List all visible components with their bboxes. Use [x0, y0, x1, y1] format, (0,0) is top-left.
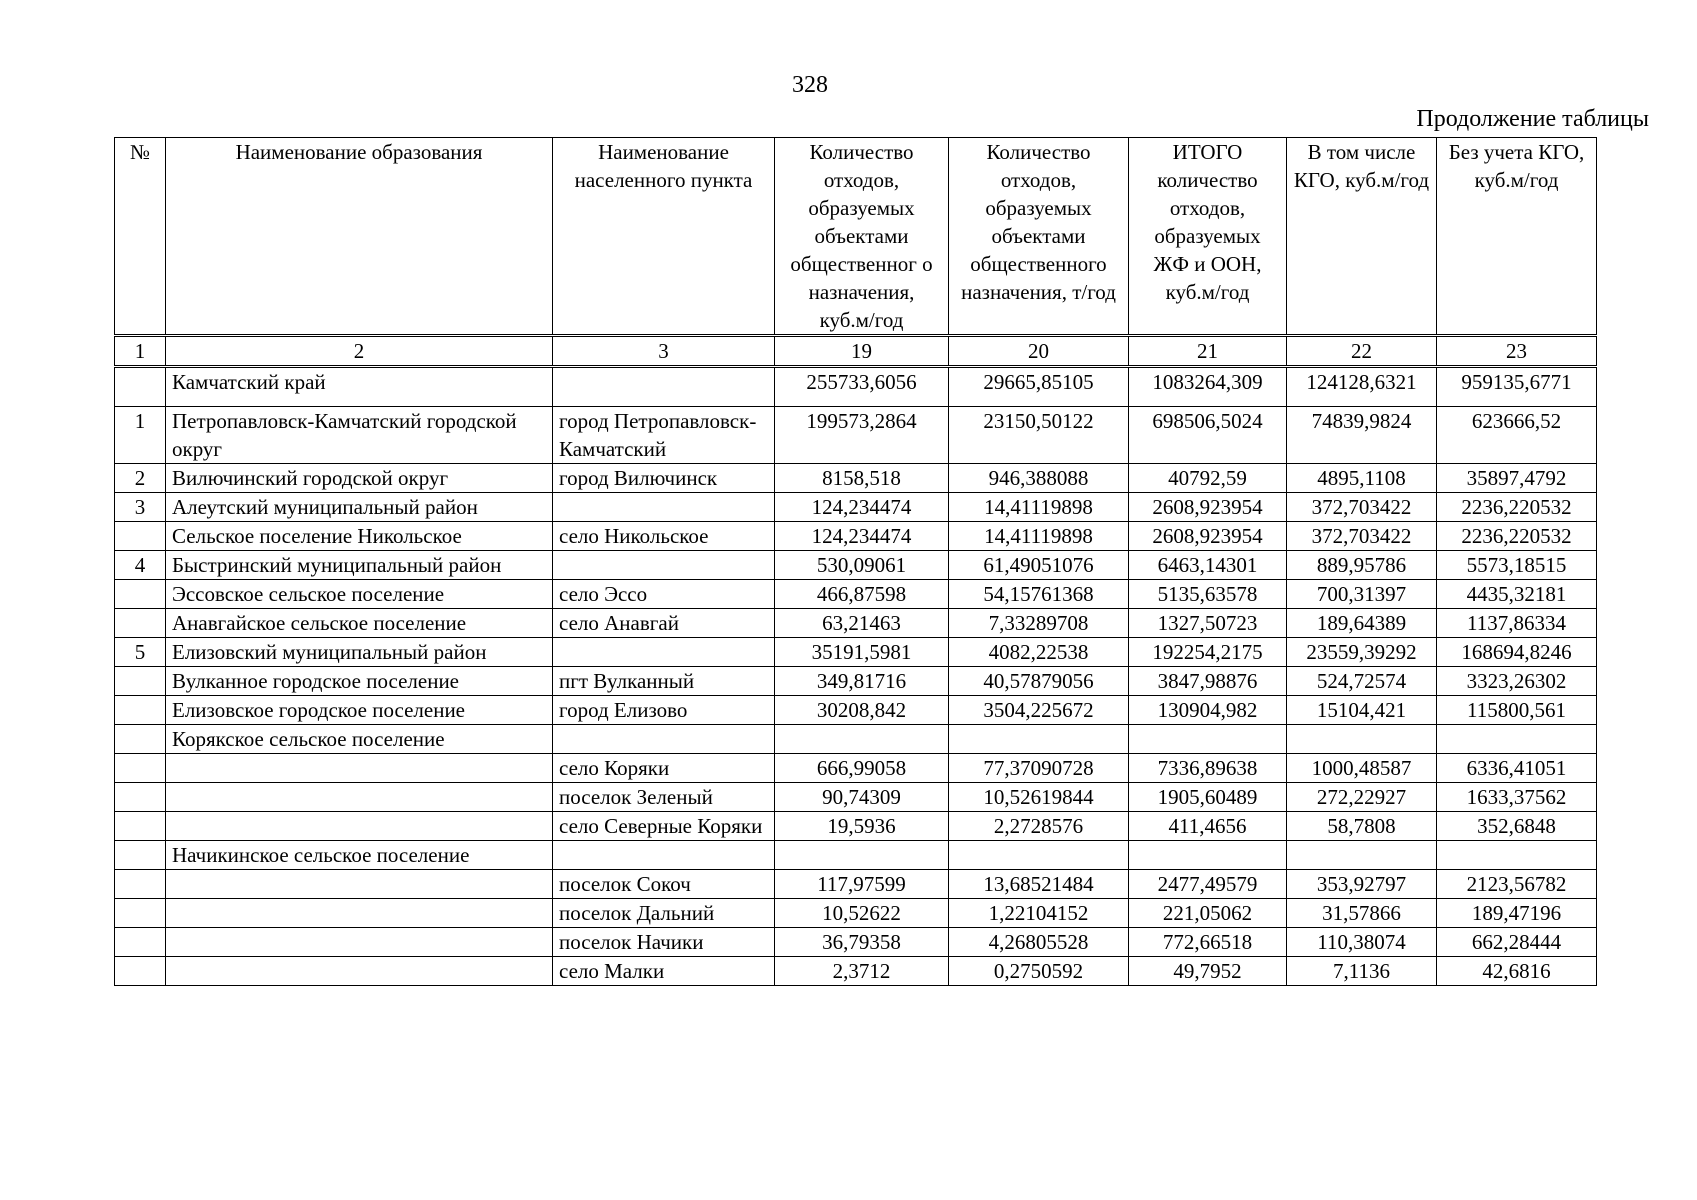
settlement-cell: [553, 841, 775, 870]
entity-name-cell: [166, 812, 553, 841]
bulky-waste-cell: 23559,39292: [1287, 638, 1437, 667]
row-number-cell: [115, 841, 166, 870]
total-waste-cell: 411,4656: [1129, 812, 1287, 841]
table-total-row: [115, 367, 1597, 407]
public-waste-volume-cell: 90,74309: [775, 783, 949, 812]
total-waste-cell: 49,7952: [1129, 957, 1287, 986]
entity-name-cell: Начикинское сельское поселение: [166, 841, 553, 870]
without-bulky-cell: [1437, 725, 1597, 754]
without-bulky-cell: 115800,561: [1437, 696, 1597, 725]
table-row: [115, 522, 1597, 551]
row-number-cell: 3: [115, 493, 166, 522]
table-row: [115, 928, 1597, 957]
public-waste-volume-cell: [775, 841, 949, 870]
without-bulky-cell: 1633,37562: [1437, 783, 1597, 812]
without-bulky-cell: 352,6848: [1437, 812, 1597, 841]
entity-name-cell: [166, 754, 553, 783]
settlement-cell: город Елизово: [553, 696, 775, 725]
row-number-cell: [115, 725, 166, 754]
settlement-cell: город Петропавловск-Камчатский: [553, 407, 775, 464]
public-waste-mass-cell: 61,49051076: [949, 551, 1129, 580]
entity-name-cell: [166, 928, 553, 957]
entity-name-cell: Анавгайское сельское поселение: [166, 609, 553, 638]
row-number-cell: [115, 899, 166, 928]
settlement-cell: [553, 367, 775, 407]
header-settlement: Наименование населенного пункта: [553, 138, 775, 336]
without-bulky-cell: 1137,86334: [1437, 609, 1597, 638]
bulky-waste-cell: 7,1136: [1287, 957, 1437, 986]
without-bulky-cell: 2236,220532: [1437, 493, 1597, 522]
entity-name-cell: Камчатский край: [166, 367, 553, 407]
entity-name-cell: Алеутский муниципальный район: [166, 493, 553, 522]
entity-name-cell: Вулканное городское поселение: [166, 667, 553, 696]
bulky-waste-cell: 700,31397: [1287, 580, 1437, 609]
table-row: [115, 696, 1597, 725]
header-c23: Без учета КГО, куб.м/год: [1437, 138, 1597, 336]
colnum-cell: 21: [1129, 336, 1287, 367]
bulky-waste-cell: 372,703422: [1287, 493, 1437, 522]
public-waste-volume-cell: 199573,2864: [775, 407, 949, 464]
bulky-waste-cell: [1287, 725, 1437, 754]
public-waste-volume-cell: 36,79358: [775, 928, 949, 957]
bulky-waste-cell: 15104,421: [1287, 696, 1437, 725]
total-waste-cell: 5135,63578: [1129, 580, 1287, 609]
total-waste-cell: 130904,982: [1129, 696, 1287, 725]
entity-name-cell: Елизовский муниципальный район: [166, 638, 553, 667]
bulky-waste-cell: 889,95786: [1287, 551, 1437, 580]
public-waste-volume-cell: 124,234474: [775, 493, 949, 522]
page-number: 328: [792, 72, 828, 98]
row-number-cell: 5: [115, 638, 166, 667]
without-bulky-cell: 3323,26302: [1437, 667, 1597, 696]
row-number-cell: [115, 580, 166, 609]
settlement-cell: село Эссо: [553, 580, 775, 609]
without-bulky-cell: 959135,6771: [1437, 367, 1597, 407]
table-row: [115, 407, 1597, 464]
row-number-cell: [115, 609, 166, 638]
table-row: [115, 812, 1597, 841]
entity-name-cell: Вилючинский городской округ: [166, 464, 553, 493]
total-waste-cell: 698506,5024: [1129, 407, 1287, 464]
settlement-cell: село Анавгай: [553, 609, 775, 638]
entity-name-cell: Сельское поселение Никольское: [166, 522, 553, 551]
without-bulky-cell: 4435,32181: [1437, 580, 1597, 609]
colnum-cell: 22: [1287, 336, 1437, 367]
bulky-waste-cell: 4895,1108: [1287, 464, 1437, 493]
public-waste-volume-cell: 19,5936: [775, 812, 949, 841]
table-row: [115, 957, 1597, 986]
colnum-cell: 1: [115, 336, 166, 367]
settlement-cell: [553, 725, 775, 754]
table-row: [115, 870, 1597, 899]
waste-table: [114, 137, 1597, 986]
row-number-cell: [115, 928, 166, 957]
row-number-cell: [115, 667, 166, 696]
header-c22: В том числе КГО, куб.м/год: [1287, 138, 1437, 336]
bulky-waste-cell: 524,72574: [1287, 667, 1437, 696]
settlement-cell: поселок Зеленый: [553, 783, 775, 812]
colnum-cell: 19: [775, 336, 949, 367]
row-number-cell: [115, 870, 166, 899]
without-bulky-cell: 623666,52: [1437, 407, 1597, 464]
table-row: [115, 638, 1597, 667]
settlement-cell: село Никольское: [553, 522, 775, 551]
row-number-cell: [115, 696, 166, 725]
colnum-cell: 2: [166, 336, 553, 367]
table-row: [115, 609, 1597, 638]
settlement-cell: поселок Начики: [553, 928, 775, 957]
table-row: [115, 464, 1597, 493]
total-waste-cell: 2608,923954: [1129, 493, 1287, 522]
entity-name-cell: [166, 899, 553, 928]
public-waste-mass-cell: 40,57879056: [949, 667, 1129, 696]
row-number-cell: [115, 754, 166, 783]
public-waste-mass-cell: 1,22104152: [949, 899, 1129, 928]
row-number-cell: [115, 522, 166, 551]
entity-name-cell: [166, 957, 553, 986]
total-waste-cell: 6463,14301: [1129, 551, 1287, 580]
without-bulky-cell: 5573,18515: [1437, 551, 1597, 580]
public-waste-mass-cell: 4,26805528: [949, 928, 1129, 957]
bulky-waste-cell: 353,92797: [1287, 870, 1437, 899]
entity-name-cell: Корякское сельское поселение: [166, 725, 553, 754]
without-bulky-cell: 35897,4792: [1437, 464, 1597, 493]
without-bulky-cell: [1437, 841, 1597, 870]
public-waste-mass-cell: 10,52619844: [949, 783, 1129, 812]
total-waste-cell: [1129, 725, 1287, 754]
bulky-waste-cell: 124128,6321: [1287, 367, 1437, 407]
without-bulky-cell: 189,47196: [1437, 899, 1597, 928]
public-waste-volume-cell: 2,3712: [775, 957, 949, 986]
colnum-cell: 20: [949, 336, 1129, 367]
entity-name-cell: Эссовское сельское поселение: [166, 580, 553, 609]
settlement-cell: поселок Дальний: [553, 899, 775, 928]
table-row: [115, 667, 1597, 696]
settlement-cell: село Коряки: [553, 754, 775, 783]
public-waste-volume-cell: 63,21463: [775, 609, 949, 638]
entity-name-cell: Елизовское городское поселение: [166, 696, 553, 725]
header-name: Наименование образования: [166, 138, 553, 336]
header-c19: Количество отходов, образуемых объектами общественног о назначения, куб.м/год: [775, 138, 949, 336]
public-waste-mass-cell: 54,15761368: [949, 580, 1129, 609]
public-waste-mass-cell: 0,2750592: [949, 957, 1129, 986]
total-waste-cell: 2477,49579: [1129, 870, 1287, 899]
settlement-cell: [553, 551, 775, 580]
entity-name-cell: Петропавловск-Камчатский городской округ: [166, 407, 553, 464]
public-waste-mass-cell: 14,41119898: [949, 493, 1129, 522]
public-waste-volume-cell: 124,234474: [775, 522, 949, 551]
table-row: [115, 899, 1597, 928]
without-bulky-cell: 2123,56782: [1437, 870, 1597, 899]
settlement-cell: село Малки: [553, 957, 775, 986]
header-c20: Количество отходов, образуемых объектами общественного назначения, т/год: [949, 138, 1129, 336]
bulky-waste-cell: 74839,9824: [1287, 407, 1437, 464]
public-waste-volume-cell: 35191,5981: [775, 638, 949, 667]
total-waste-cell: 221,05062: [1129, 899, 1287, 928]
bulky-waste-cell: 110,38074: [1287, 928, 1437, 957]
total-waste-cell: 2608,923954: [1129, 522, 1287, 551]
row-number-cell: [115, 812, 166, 841]
header-c21: ИТОГО количество отходов, образуемых ЖФ и ООН, куб.м/год: [1129, 138, 1287, 336]
row-number-cell: 2: [115, 464, 166, 493]
settlement-cell: [553, 638, 775, 667]
continuation-label: Продолжение таблицы: [1416, 106, 1649, 132]
header-no: №: [115, 138, 166, 336]
table-row: [115, 754, 1597, 783]
table-row: [115, 783, 1597, 812]
without-bulky-cell: 6336,41051: [1437, 754, 1597, 783]
settlement-cell: поселок Сокоч: [553, 870, 775, 899]
row-number-cell: 1: [115, 407, 166, 464]
public-waste-mass-cell: 23150,50122: [949, 407, 1129, 464]
public-waste-volume-cell: 30208,842: [775, 696, 949, 725]
settlement-cell: село Северные Коряки: [553, 812, 775, 841]
total-waste-cell: [1129, 841, 1287, 870]
without-bulky-cell: 42,6816: [1437, 957, 1597, 986]
row-number-cell: [115, 957, 166, 986]
public-waste-mass-cell: 13,68521484: [949, 870, 1129, 899]
entity-name-cell: [166, 783, 553, 812]
colnum-cell: 3: [553, 336, 775, 367]
settlement-cell: пгт Вулканный: [553, 667, 775, 696]
bulky-waste-cell: 272,22927: [1287, 783, 1437, 812]
bulky-waste-cell: 31,57866: [1287, 899, 1437, 928]
table-row: [115, 725, 1597, 754]
public-waste-mass-cell: 7,33289708: [949, 609, 1129, 638]
column-number-row: [115, 336, 1597, 367]
total-waste-cell: 7336,89638: [1129, 754, 1287, 783]
row-number-cell: [115, 367, 166, 407]
public-waste-volume-cell: 530,09061: [775, 551, 949, 580]
settlement-cell: город Вилючинск: [553, 464, 775, 493]
public-waste-volume-cell: 466,87598: [775, 580, 949, 609]
colnum-cell: 23: [1437, 336, 1597, 367]
public-waste-mass-cell: 29665,85105: [949, 367, 1129, 407]
without-bulky-cell: 662,28444: [1437, 928, 1597, 957]
total-waste-cell: 192254,2175: [1129, 638, 1287, 667]
public-waste-mass-cell: 2,2728576: [949, 812, 1129, 841]
header-row: [115, 138, 1597, 336]
public-waste-volume-cell: 8158,518: [775, 464, 949, 493]
total-waste-cell: 3847,98876: [1129, 667, 1287, 696]
public-waste-volume-cell: 255733,6056: [775, 367, 949, 407]
without-bulky-cell: 2236,220532: [1437, 522, 1597, 551]
total-waste-cell: 40792,59: [1129, 464, 1287, 493]
bulky-waste-cell: 189,64389: [1287, 609, 1437, 638]
row-number-cell: [115, 783, 166, 812]
public-waste-mass-cell: 14,41119898: [949, 522, 1129, 551]
bulky-waste-cell: [1287, 841, 1437, 870]
bulky-waste-cell: 58,7808: [1287, 812, 1437, 841]
public-waste-mass-cell: 77,37090728: [949, 754, 1129, 783]
table-row: [115, 551, 1597, 580]
public-waste-volume-cell: 10,52622: [775, 899, 949, 928]
public-waste-volume-cell: [775, 725, 949, 754]
public-waste-mass-cell: [949, 841, 1129, 870]
public-waste-mass-cell: 4082,22538: [949, 638, 1129, 667]
table-row: [115, 841, 1597, 870]
settlement-cell: [553, 493, 775, 522]
total-waste-cell: 1905,60489: [1129, 783, 1287, 812]
public-waste-mass-cell: 3504,225672: [949, 696, 1129, 725]
row-number-cell: 4: [115, 551, 166, 580]
total-waste-cell: 772,66518: [1129, 928, 1287, 957]
table-row: [115, 493, 1597, 522]
entity-name-cell: Быстринский муниципальный район: [166, 551, 553, 580]
bulky-waste-cell: 372,703422: [1287, 522, 1437, 551]
table-row: [115, 580, 1597, 609]
public-waste-volume-cell: 117,97599: [775, 870, 949, 899]
public-waste-mass-cell: 946,388088: [949, 464, 1129, 493]
entity-name-cell: [166, 870, 553, 899]
public-waste-volume-cell: 349,81716: [775, 667, 949, 696]
without-bulky-cell: 168694,8246: [1437, 638, 1597, 667]
total-waste-cell: 1083264,309: [1129, 367, 1287, 407]
total-waste-cell: 1327,50723: [1129, 609, 1287, 638]
bulky-waste-cell: 1000,48587: [1287, 754, 1437, 783]
public-waste-volume-cell: 666,99058: [775, 754, 949, 783]
public-waste-mass-cell: [949, 725, 1129, 754]
